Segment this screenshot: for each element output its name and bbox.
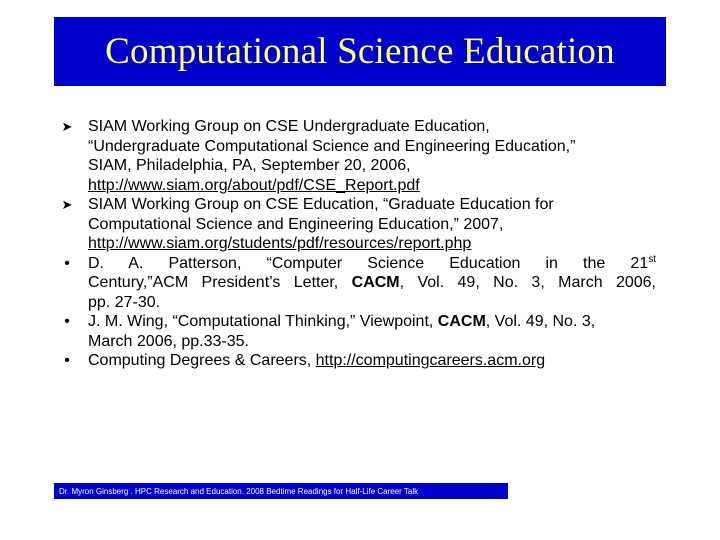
reference-text: March 2006, pp.33-35. [88, 332, 249, 350]
arrow-bullet-icon: ➤ [61, 197, 73, 212]
reference-item-patterson [56, 254, 656, 313]
reference-item-wing [56, 312, 656, 351]
reference-text: D. A. Patterson, “Computer Science Education in the 21st [88, 253, 656, 272]
footer-text: Dr. Myron Ginsberg . HPC Research and Education. 2008 Bedtime Readings for Half-Life Career Talk [59, 486, 419, 496]
arrow-bullet-icon: ➤ [61, 119, 73, 134]
reference-text: “Undergraduate Computational Science and Engineering Education,” [88, 137, 576, 155]
cse-report-link[interactable]: http://www.siam.org/about/pdf/CSE_Report.pdf [88, 176, 420, 194]
reference-text: pp. 27-30. [88, 293, 161, 311]
dot-bullet-icon: • [64, 313, 70, 330]
reference-list [56, 117, 656, 371]
reference-text: Computing Degrees & Careers, http://computingcareers.acm.org [88, 352, 546, 369]
footer-bar [54, 483, 508, 499]
dot-bullet-icon: • [64, 254, 70, 272]
dot-bullet-icon: • [64, 352, 70, 369]
computing-careers-link[interactable]: http://computingcareers.acm.org [315, 352, 546, 369]
reference-text: SIAM Working Group on CSE Undergraduate Education, [88, 118, 490, 135]
title-band [54, 17, 666, 86]
reference-text: Computational Science and Engineering Education,” 2007, [88, 215, 504, 233]
reference-text: J. M. Wing, “Computational Thinking,” Viewpoint, CACM, Vol. 49, No. 3, [88, 313, 596, 330]
reference-text: Century,”ACM President’s Letter, CACM, Vol. 49, No. 3, March 2006, [88, 274, 657, 291]
graduate-report-link[interactable]: http://www.siam.org/students/pdf/resources/report.php [88, 235, 472, 252]
reference-item-siam-undergrad [56, 117, 656, 195]
reference-text: SIAM Working Group on CSE Education, “Graduate Education for [88, 196, 554, 213]
reference-item-siam-graduate [56, 195, 656, 254]
slide-title: Computational Science Education [105, 31, 615, 72]
reference-text: SIAM, Philadelphia, PA, September 20, 2006, [88, 157, 411, 174]
reference-item-computing-careers [56, 351, 656, 371]
